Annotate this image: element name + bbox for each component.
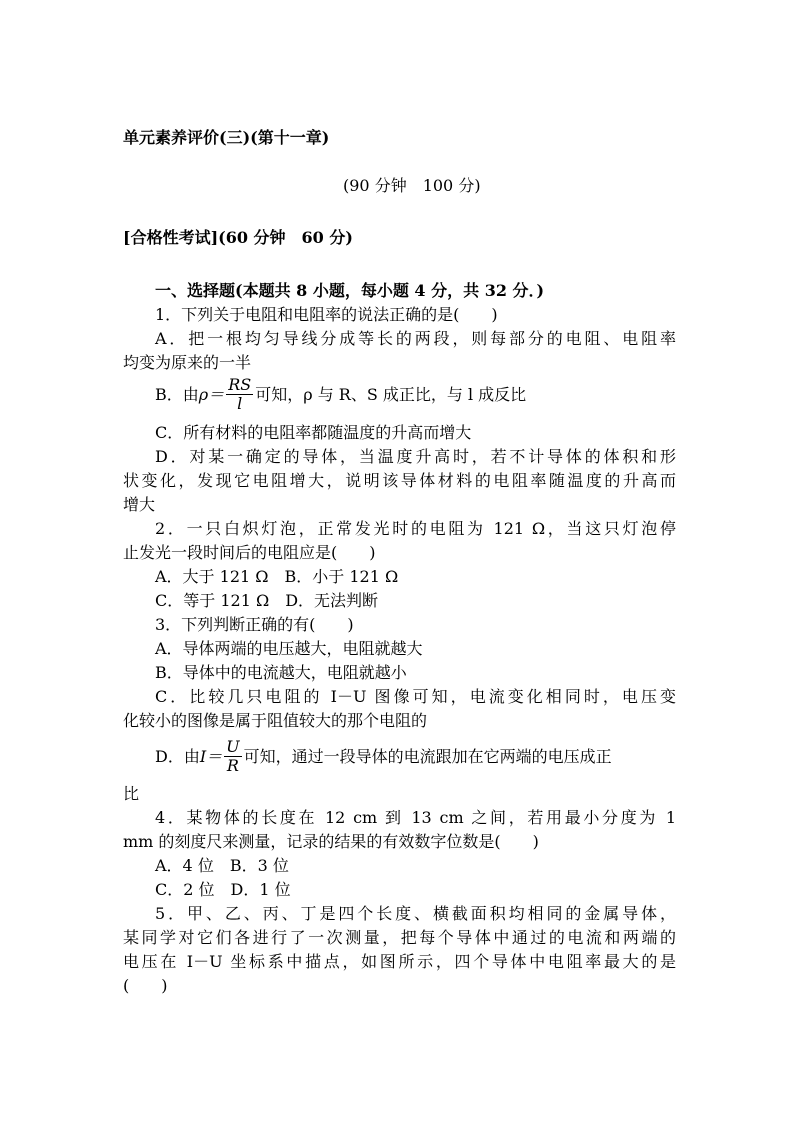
q4-stem-line1: 4．某物体的长度在 12 cm 到 13 cm 之间，若用最小分度为 1	[155, 808, 676, 827]
q3-fraction-numerator: U	[226, 737, 240, 756]
q3-option-d	[155, 738, 612, 775]
time-score-note: (90 分钟 100 分)	[343, 176, 481, 195]
q1-option-b-prefix: B．由	[155, 384, 199, 404]
q5-stem-line3: 电压在 I－U 坐标系中描点，如图所示，四个导体中电阻率最大的是	[123, 952, 676, 971]
q3-option-c-line2: 化较小的图像是属于阻值较大的那个电阻的	[123, 711, 428, 730]
q2-stem-line2: 止发光一段时间后的电阻应是( )	[123, 543, 376, 562]
q1-fraction-denominator: l	[237, 394, 243, 413]
q1-option-b-suffix: 可知，ρ 与 R、S 成正比，与 l 成反比	[255, 384, 527, 404]
q3-stem: 3．下列判断正确的有( )	[155, 615, 354, 634]
q1-stem: 1．下列关于电阻和电阻率的说法正确的是( )	[155, 305, 498, 324]
document-title: 单元素养评价(三)(第十一章)	[123, 128, 330, 147]
q4-options-ab: A．4 位 B．3 位	[155, 856, 289, 875]
q1-option-b-rho: ρ＝	[198, 384, 225, 404]
q1-option-a-line2: 均变为原来的一半	[123, 353, 252, 372]
q2-options-cd: C．等于 121 Ω D．无法判断	[155, 591, 379, 610]
q1-option-d-line3: 增大	[123, 495, 156, 514]
q3-fraction	[224, 738, 241, 775]
q1-option-d-line1: D．对某一确定的导体，当温度升高时，若不计导体的体积和形	[155, 447, 676, 466]
q1-option-a-line1: A．把一根均匀导线分成等长的两段，则每部分的电阻、电阻率	[155, 329, 676, 348]
q1-fraction-numerator: RS	[228, 375, 252, 394]
q3-option-a: A．导体两端的电压越大，电阻就越大	[155, 639, 423, 658]
q1-option-d-line2: 状变化，发现它电阻增大，说明该导体材料的电阻率随温度的升高而	[123, 471, 676, 490]
q3-option-d-line2: 比	[123, 784, 140, 803]
section-heading: [合格性考试](60 分钟 60 分)	[123, 228, 353, 247]
q3-option-d-prefix: D．由	[155, 746, 200, 766]
q3-option-d-suffix: 可知，通过一段导体的电流跟加在它两端的电压成正	[243, 746, 612, 766]
q3-fraction-denominator: R	[226, 756, 239, 775]
q3-option-b: B．导体中的电流越大，电阻就越小	[155, 663, 407, 682]
q2-options-ab: A．大于 121 Ω B．小于 121 Ω	[155, 567, 399, 586]
q5-stem-line2: 某同学对它们各进行了一次测量，把每个导体中通过的电流和两端的	[123, 928, 676, 947]
q1-option-c: C．所有材料的电阻率都随温度的升高而增大	[155, 423, 472, 442]
q3-option-c-line1: C．比较几只电阻的 I－U 图像可知，电流变化相同时，电压变	[155, 687, 676, 706]
q4-options-cd: C．2 位 D．1 位	[155, 880, 291, 899]
q1-fraction	[226, 376, 253, 413]
q5-stem-line1: 5．甲、乙、丙、丁是四个长度、横截面积均相同的金属导体，	[155, 904, 676, 923]
q3-option-d-i: I＝	[199, 746, 223, 766]
q1-option-b	[155, 376, 526, 413]
q4-stem-line2: mm 的刻度尺来测量，记录的结果的有效数字位数是( )	[123, 832, 539, 851]
q2-stem-line1: 2．一只白炽灯泡，正常发光时的电阻为 121 Ω，当这只灯泡停	[155, 519, 676, 538]
q5-stem-line4: ( )	[123, 976, 168, 995]
part-heading: 一、选择题(本题共 8 小题，每小题 4 分，共 32 分．)	[155, 281, 545, 300]
